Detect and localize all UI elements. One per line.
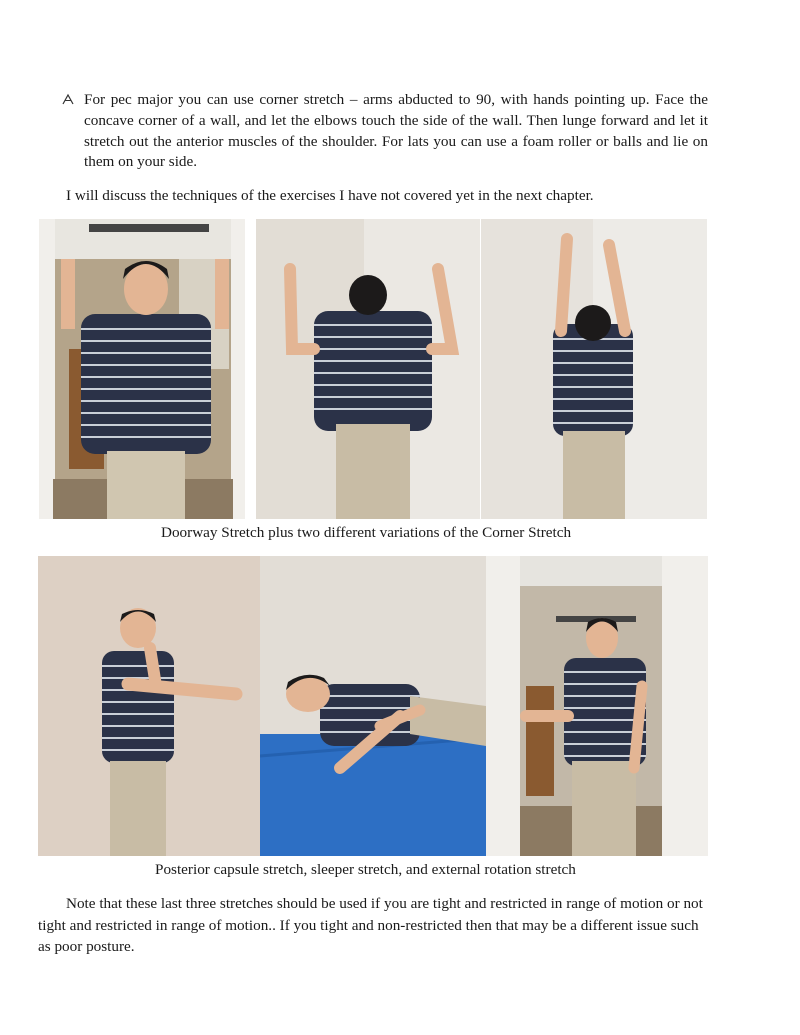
- note-paragraph: [38, 893, 706, 958]
- figure2-caption: Posterior capsule stretch, sleeper stretch, and external rotation stretch: [155, 861, 576, 878]
- external-rotation-stretch-photo: [486, 556, 708, 856]
- corner-stretch-photo-1: [256, 219, 480, 519]
- triangle-outline-bullet-icon: [62, 93, 74, 105]
- note-text: Note that these last three stretches should be used if you are tight and restricted in range of motion or not tight and restricted in range of motion.. If you tight and non-restricted then that may be a different issue such as poor posture.: [38, 895, 703, 955]
- bullet-text: For pec major you can use corner stretch – arms abducted to 90, with hands pointing up. Face the concave corner of a wall, and let the elbows touch the side of the wall. Then lunge forward and let it stretch out the anterior muscles of the shoulder. For lats you can use a foam roller or balls and lie on them on your side.: [84, 91, 708, 171]
- sleeper-stretch-photo: [260, 556, 486, 856]
- posterior-capsule-stretch-photo: [38, 556, 260, 856]
- corner-stretch-photo-2: [481, 219, 707, 519]
- bullet-item: [62, 90, 708, 173]
- figure1-caption: Doorway Stretch plus two different variations of the Corner Stretch: [161, 524, 572, 541]
- intro-paragraph: I will discuss the techniques of the exercises I have not covered yet in the next chapter.: [66, 187, 594, 204]
- doorway-stretch-photo: [39, 219, 245, 519]
